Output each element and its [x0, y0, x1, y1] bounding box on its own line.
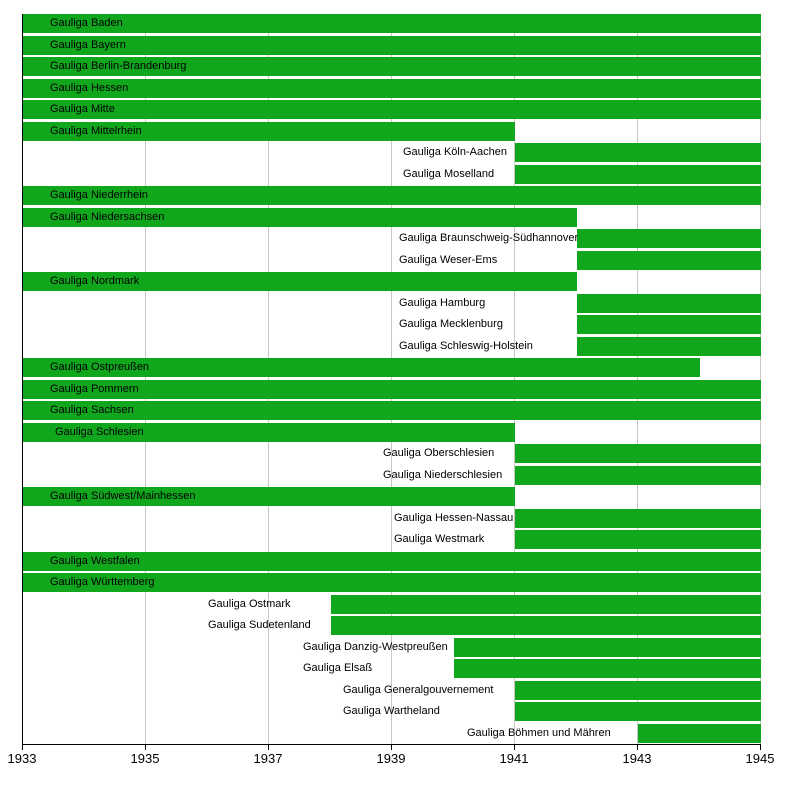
row-label: Gauliga Niederrhein: [50, 189, 148, 201]
row-label: Gauliga Ostpreußen: [50, 361, 150, 373]
row-label: Gauliga Generalgouvernement: [343, 683, 494, 696]
row-label: Gauliga Böhmen und Mähren: [467, 726, 611, 739]
row-label: Gauliga Mitte: [50, 103, 115, 115]
timeline-bar: [515, 702, 761, 721]
x-tick-1943: [637, 745, 638, 750]
row-label: Gauliga Sachsen: [50, 404, 134, 416]
x-tick-label-1941: 1941: [499, 751, 529, 766]
timeline-bar: [515, 530, 761, 549]
row-label: Gauliga Bayern: [50, 38, 126, 51]
row-label: Gauliga Hessen: [50, 81, 129, 94]
x-tick-label-1933: 1933: [7, 751, 37, 766]
row-label: Gauliga Württemberg: [50, 576, 155, 588]
timeline-bar: [577, 251, 762, 270]
timeline-bar: [577, 294, 762, 313]
x-tick-label-1939: 1939: [376, 751, 406, 766]
row-label: Gauliga Baden: [50, 17, 123, 29]
timeline-bar: [515, 681, 761, 700]
timeline-bar: [515, 509, 761, 528]
row-label: Gauliga Mittelrhein: [50, 124, 142, 137]
timeline-bar: [638, 724, 761, 743]
x-tick-1935: [145, 745, 146, 750]
timeline-bar: [331, 616, 762, 635]
timeline-bar: [515, 165, 761, 184]
row-label: Gauliga Moselland: [403, 167, 495, 180]
x-tick-label-1937: 1937: [253, 751, 283, 766]
row-label: Gauliga Niederschlesien: [383, 468, 503, 481]
x-tick-label-1945: 1945: [745, 751, 775, 766]
row-label: Gauliga Pommern: [50, 382, 139, 395]
row-label: Gauliga Südwest/Mainhessen: [50, 490, 196, 502]
row-label: Gauliga Oberschlesien: [383, 447, 495, 459]
row-label: Gauliga Niedersachsen: [50, 210, 165, 223]
row-label: Gauliga Mecklenburg: [399, 318, 503, 330]
row-label: Gauliga Nordmark: [50, 275, 140, 287]
row-label: Gauliga Braunschweig-Südhannover: [399, 232, 579, 244]
row-label: Gauliga Westfalen: [50, 554, 140, 567]
timeline-bar: [515, 143, 761, 162]
row-label: Gauliga Wartheland: [343, 705, 440, 717]
x-tick-1939: [391, 745, 392, 750]
row-label: Gauliga Schlesien: [55, 425, 144, 438]
timeline-bar: [577, 315, 762, 334]
row-label: Gauliga Schleswig-Holstein: [399, 339, 533, 352]
x-tick-1937: [268, 745, 269, 750]
timeline-bar: [577, 337, 762, 356]
timeline-bar: [23, 100, 761, 119]
row-label: Gauliga Köln-Aachen: [403, 146, 507, 158]
timeline-bar: [454, 659, 762, 678]
timeline-bar: [23, 79, 761, 98]
row-label: Gauliga Danzig-Westpreußen: [303, 640, 448, 653]
timeline-bar: [454, 638, 762, 657]
x-tick-label-1935: 1935: [130, 751, 160, 766]
timeline-bar: [23, 14, 761, 33]
row-label: Gauliga Sudetenland: [208, 619, 311, 631]
row-label: Gauliga Berlin-Brandenburg: [50, 60, 187, 72]
x-tick-1945: [760, 745, 761, 750]
row-label: Gauliga Hamburg: [399, 296, 486, 309]
row-label: Gauliga Elsaß: [303, 662, 373, 674]
timeline-bar: [515, 466, 761, 485]
timeline-bar: [515, 444, 761, 463]
row-label: Gauliga Westmark: [394, 533, 485, 545]
timeline-bar: [577, 229, 762, 248]
plot-area: [22, 14, 761, 745]
row-label: Gauliga Ostmark: [208, 597, 291, 610]
row-label: Gauliga Hessen-Nassau: [394, 511, 514, 524]
x-tick-1933: [22, 745, 23, 750]
x-tick-label-1943: 1943: [622, 751, 652, 766]
timeline-bar: [331, 595, 762, 614]
row-label: Gauliga Weser-Ems: [399, 253, 498, 266]
timeline-bar: [23, 36, 761, 55]
x-tick-1941: [514, 745, 515, 750]
